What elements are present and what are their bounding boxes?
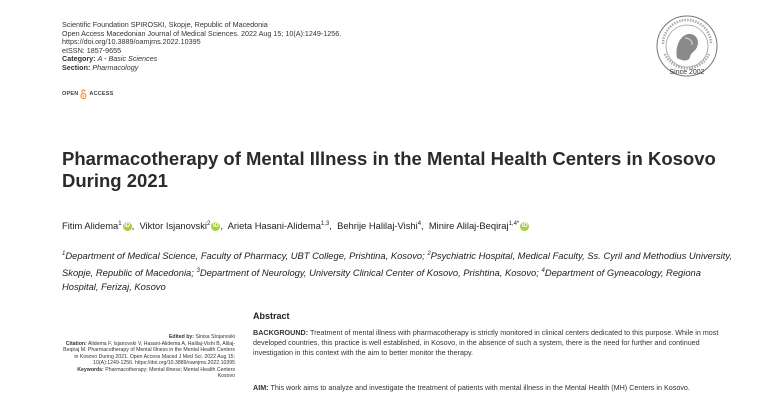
author: Viktor Isjanovski$^2$ iD	[139, 220, 219, 231]
open-access-right: ACCESS	[89, 91, 114, 97]
doi-link[interactable]: https://doi.org/10.3889/oamjms.2022.10395	[62, 37, 201, 47]
open-lock-icon	[80, 89, 87, 99]
author: Minire Alilaj-Beqiraj$^{1,4*}$ iD	[428, 220, 528, 231]
section-line	[62, 64, 341, 73]
paper-title: Pharmacotherapy of Mental Illness in the Mental Health Centers in Kosovo During 2021	[62, 148, 716, 191]
orcid-icon[interactable]: iD	[124, 223, 131, 230]
orcid-icon[interactable]: iD	[521, 223, 528, 230]
author-list: Fitim Alidema$^1$ iD , Viktor Isjanovski$^2$ iD , Arieta Hasani-Alidema$^{1,3}$, Behrije Halilaj-Vishi$^4$, Minire Alilaj-Beqiraj$^{1,4*}$ iD	[62, 220, 528, 231]
journal-header	[62, 21, 341, 73]
affiliation: Department of Neurology, University Clinical Center of Kosovo, Prishtina, Kosovo;	[199, 266, 542, 278]
section-label: Section:	[62, 62, 91, 72]
keywords: Keywords: Pharmacotherapy; Mental illness; Mental Health Centers Kosovo	[77, 366, 235, 379]
abstract-aim: AIM: This work aims to analyze and investigate the treatment of patients with mental illness in the Mental Health (MH) Centers in Kosovo.	[253, 383, 690, 392]
affiliation: Department of Medical Science, Faculty of Pharmacy, UBT College, Prishtina, Kosovo;	[65, 250, 428, 262]
affiliations: $^1$Department of Medical Science, Faculty of Pharmacy, UBT College, Prishtina, Kosovo; $^2$Psychiatric Hospital, Medical Faculty, Ss. Cyril and Methodius University, Skopje, Republic of Macedonia; $^3$Department of Neurology, University Clinical Center of Kosovo, Prishtina, Kosovo; $^4$Department of Gyneacology, Regiona Hospital, Ferizaj, Kosovo	[62, 250, 732, 293]
section-value: Pharmacology	[92, 62, 139, 72]
publisher-line: Scientific Foundation SPIROSKI, Skopje, Republic of Macedonia	[62, 20, 268, 29]
open-access-left: OPEN	[62, 91, 79, 97]
edited-by: Edited by: Sinisa Stojanoski	[168, 334, 235, 340]
open-access-badge	[62, 89, 114, 99]
journal-line: Open Access Macedonian Journal of Medical Sciences. 2022 Aug 15; 10(A):1249-1256.	[62, 28, 342, 38]
abstract-background: BACKGROUND: Treatment of mental illness with pharmacotherapy is strictly monitored in clinical centers dedicated to this purpose. While in most developed countries, this practice is well established, in Kosovo, in the absence of such a system, there is the need for further and continued investigation in this context with the aim to better monitor the therapy.	[253, 328, 719, 357]
citation: Citation: Alidema F, Isjanovski V, Hasani-Alidema A, Halilaj-Vishi B, Alilaj-Beqiraj M. Pharmacotherapy of Mental Illness in the Mental Health Centers in Kosovo During 2021. Open Access Maced J Med Sci. 2022 Aug 15; 10(A):1249-1256. https://doi.org/10.3889/oamjms.2022.10395	[63, 340, 235, 366]
author: Fitim Alidema$^1$ iD	[62, 220, 131, 231]
since-label: Since 2002	[669, 69, 705, 76]
affiliation: Department of Gyneacology, Regiona Hospital, Ferizaj, Kosovo	[62, 266, 701, 293]
category-label: Category:	[62, 54, 96, 64]
article-sidebar	[62, 334, 235, 380]
author: Behrije Halilaj-Vishi$^4$	[337, 220, 422, 231]
orcid-icon[interactable]: iD	[212, 223, 219, 230]
eissn-line: eISSN: 1857-9655	[62, 45, 122, 55]
affiliation: Psychiatric Hospital, Medical Faculty, Ss. Cyril and Methodius University, Skopje, Republic of Macedonia;	[62, 250, 732, 278]
abstract-heading: Abstract	[253, 311, 290, 321]
category-value: A - Basic Sciences	[97, 54, 158, 64]
author: Arieta Hasani-Alidema$^{1,3}$	[227, 220, 330, 231]
